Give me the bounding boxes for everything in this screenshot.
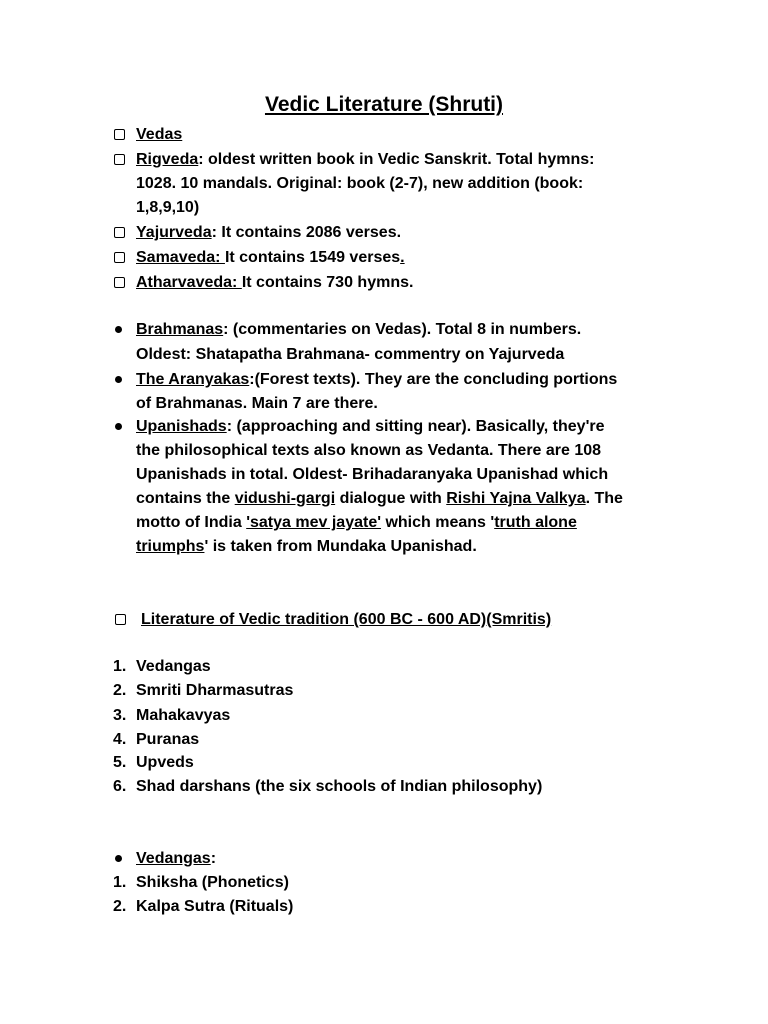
list-item: Puranas (136, 731, 200, 748)
list-item: Shiksha (Phonetics) (136, 874, 289, 891)
list-item-number: 3. (113, 707, 127, 724)
list-item: Smriti Dharmasutras (136, 682, 294, 699)
list-item: Vedangas (136, 658, 211, 675)
list-item-number: 6. (113, 778, 127, 795)
vedas-heading: Vedas (136, 126, 183, 143)
upanishads-line-2: the philosophical texts also known as Vedanta. There are 108 (136, 442, 602, 459)
vedangas-heading: Vedangas: (136, 850, 217, 867)
brahmanas-line-1: Brahmanas: (commentaries on Vedas). Total 8 in numbers. (136, 321, 582, 338)
yajurveda-line: Yajurveda: It contains 2086 verses. (136, 224, 402, 241)
list-item-number: 5. (113, 754, 127, 771)
list-item-number: 2. (113, 898, 127, 915)
aranyakas-line-2: of Brahmanas. Main 7 are there. (136, 395, 378, 412)
upanishads-line-1: Upanishads: (approaching and sitting near). Basically, they're (136, 418, 605, 435)
list-item-number: 2. (113, 682, 127, 699)
list-item-number: 1. (113, 874, 127, 891)
aranyakas-line-1: The Aranyakas:(Forest texts). They are the concluding portions (136, 371, 618, 388)
list-item: Mahakavyas (136, 707, 231, 724)
bullet-icon (115, 855, 122, 862)
checkbox-icon (114, 129, 125, 140)
list-item-number: 4. (113, 731, 127, 748)
checkbox-icon (114, 154, 125, 165)
list-item: Upveds (136, 754, 194, 771)
bullet-icon (115, 376, 122, 383)
upanishads-line-4: contains the vidushi-gargi dialogue with Rishi Yajna Valkya. The (136, 490, 623, 507)
checkbox-icon (114, 227, 125, 238)
list-item: Shad darshans (the six schools of Indian philosophy) (136, 778, 543, 795)
list-item-number: 1. (113, 658, 127, 675)
smritis-heading: Literature of Vedic tradition (600 BC - 600 AD)(Smritis) (141, 611, 552, 628)
upanishads-line-3: Upanishads in total. Oldest- Brihadaranyaka Upanishad which (136, 466, 609, 483)
bullet-icon (115, 326, 122, 333)
brahmanas-line-2: Oldest: Shatapatha Brahmana- commentry on Yajurveda (136, 346, 565, 363)
page-title: Vedic Literature (Shruti) (264, 93, 504, 116)
rigveda-line-2: 1028. 10 mandals. Original: book (2-7), new addition (book: (136, 175, 584, 192)
bullet-icon (115, 423, 122, 430)
samaveda-line: Samaveda: It contains 1549 verses. (136, 249, 405, 266)
upanishads-line-5: motto of India 'satya mev jayate' which means 'truth alone (136, 514, 577, 531)
atharvaveda-line: Atharvaveda: It contains 730 hymns. (136, 274, 414, 291)
rigveda-line-1: Rigveda: oldest written book in Vedic Sanskrit. Total hymns: (136, 151, 595, 168)
rigveda-line-3: 1,8,9,10) (136, 199, 200, 216)
checkbox-icon (115, 614, 126, 625)
checkbox-icon (114, 252, 125, 263)
checkbox-icon (114, 277, 125, 288)
list-item: Kalpa Sutra (Rituals) (136, 898, 294, 915)
upanishads-line-6: triumphs' is taken from Mundaka Upanishad. (136, 538, 477, 555)
